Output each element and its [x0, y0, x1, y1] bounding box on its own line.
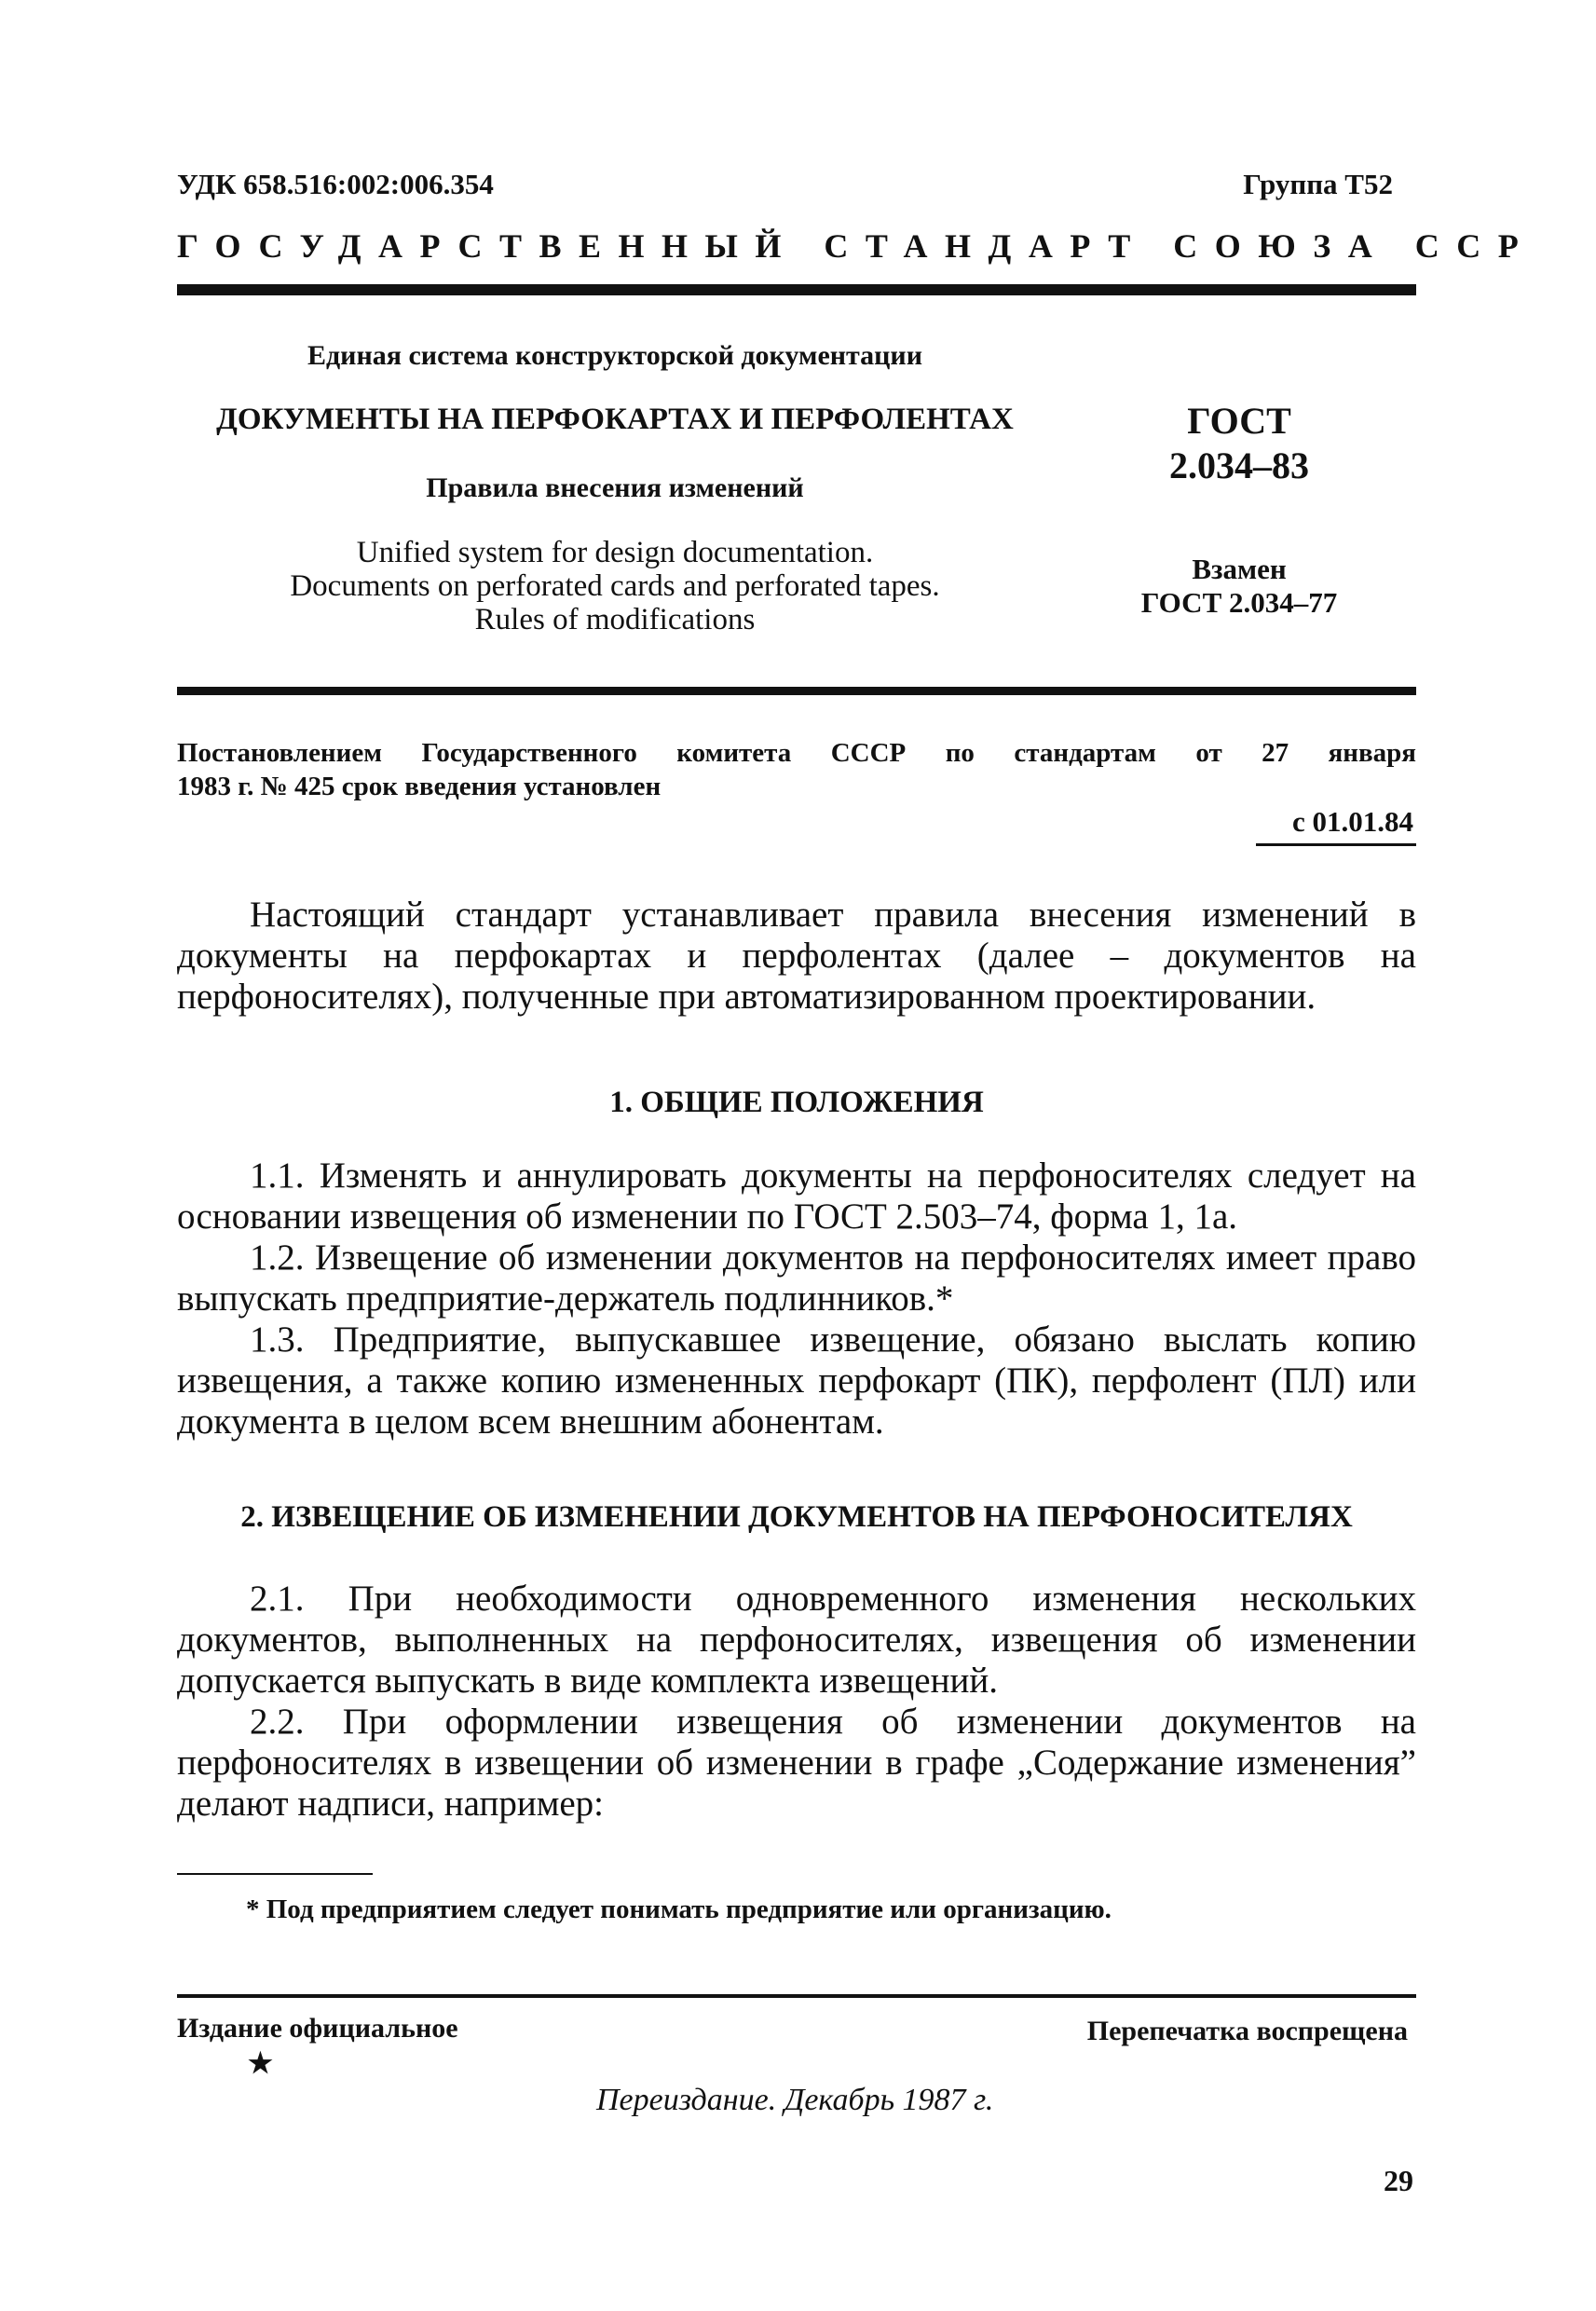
footer-rule	[177, 1994, 1416, 1998]
system-name: Единая система конструкторской документации	[307, 340, 922, 371]
paragraph-2-2: 2.2. При оформлении извещения об изменении документов на перфоносителях в извещении об изменении в графе „Содержание изменения” делают надписи, например:	[177, 1702, 1416, 1824]
section-1-heading: 1. ОБЩИЕ ПОЛОЖЕНИЯ	[609, 1086, 984, 1119]
effective-date-underline	[1256, 843, 1416, 846]
replaces-number: ГОСТ 2.034–77	[1140, 586, 1338, 619]
decree-line-1: Постановлением Государственного комитета СССР по стандартам от 27 января	[177, 738, 1416, 768]
page-number: 29	[1384, 2164, 1413, 2197]
state-standard-banner: ГОСУДАРСТВЕННЫЙ СТАНДАРТ СОЮЗА ССР	[177, 227, 1536, 265]
english-title	[177, 536, 1053, 636]
udk-code: УДК 658.516:002:006.354	[177, 168, 494, 200]
paragraph-1-2: 1.2. Извещение об изменении документов на перфоносителях имеет право выпускать предприятие-держатель подлинников.*	[177, 1238, 1416, 1319]
group-code: Группа Т52	[1243, 168, 1393, 200]
gost-label: ГОСТ	[1187, 400, 1291, 442]
gost-number: 2.034–83	[1169, 444, 1309, 486]
title-block-rule	[177, 687, 1416, 695]
paragraph-1-1: 1.1. Изменять и аннулировать документы на перфоносителях следует на основании извещения об изменении по ГОСТ 2.503–74, форма 1, 1а.	[177, 1156, 1416, 1237]
english-title-line: Unified system for design documentation.	[356, 536, 874, 569]
no-reprint-notice: Перепечатка воспрещена	[1086, 2016, 1408, 2046]
document-subtitle: Правила внесения изменений	[426, 472, 804, 503]
section-1-body	[177, 1156, 1416, 1443]
intro-section	[177, 895, 1416, 1018]
english-title-line: Documents on perforated cards and perforated tapes.	[290, 569, 940, 603]
english-title-line: Rules of modifications	[474, 603, 756, 636]
replaces-block	[1081, 553, 1398, 620]
gost-designation	[1081, 399, 1398, 488]
star-mark: ★	[248, 2048, 273, 2079]
replaces-label: Взамен	[1192, 553, 1287, 585]
paragraph-1-3: 1.3. Предприятие, выпускавшее извещение, обязано выслать копию извещения, а также копию измененных перфокарт (ПК), перфолент (ПЛ) или документа в целом всем внешним абонентам.	[177, 1320, 1416, 1442]
effective-date: с 01.01.84	[1291, 805, 1413, 838]
reissue-note: Переиздание. Декабрь 1987 г.	[596, 2083, 994, 2117]
intro-paragraph: Настоящий стандарт устанавливает правила внесения изменений в документы на перфокартах и перфолентах (далее – документов на перфоносителях), полученные при автоматизированном проектировании.	[177, 895, 1416, 1017]
official-edition: Издание официальное	[177, 2013, 458, 2044]
section-2-body	[177, 1579, 1416, 1825]
header-rule	[177, 284, 1416, 295]
footnote: * Под предприятием следует понимать предприятие или организацию.	[246, 1894, 1112, 1924]
footnote-rule	[177, 1873, 373, 1875]
decree-line-2: 1983 г. № 425 срок введения установлен	[177, 772, 662, 801]
document-title: ДОКУМЕНТЫ НА ПЕРФОКАРТАХ И ПЕРФОЛЕНТАХ	[216, 403, 1014, 436]
section-2-heading: 2. ИЗВЕЩЕНИЕ ОБ ИЗМЕНЕНИИ ДОКУМЕНТОВ НА ПЕРФОНОСИТЕЛЯХ	[240, 1500, 1353, 1534]
paragraph-2-1: 2.1. При необходимости одновременного изменения нескольких документов, выполненных на перфоносителях, извещения об изменении допускается выпускать в виде комплекта извещений.	[177, 1579, 1416, 1701]
